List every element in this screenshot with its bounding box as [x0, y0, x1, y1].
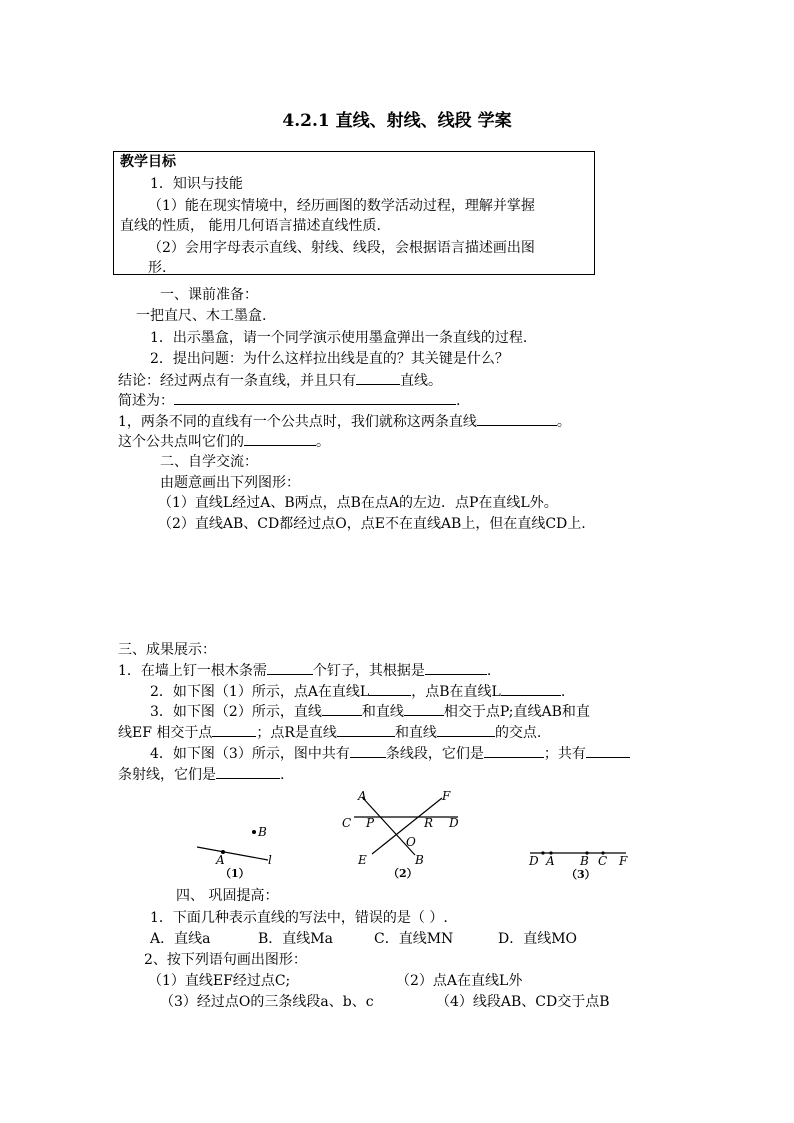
objectives-item: 1．知识与技能 — [150, 176, 243, 192]
answer-blank[interactable] — [425, 660, 487, 675]
answer-blank[interactable] — [501, 681, 561, 696]
answer-blank[interactable] — [369, 681, 411, 696]
text: 个钉子，其根据是 — [312, 663, 425, 679]
label-e: E — [358, 853, 367, 867]
text: 结论：经过两点有一条直线，并且只有 — [118, 373, 356, 389]
label-f: F — [442, 789, 451, 803]
prep-question — [118, 431, 330, 452]
answer-blank[interactable] — [337, 722, 395, 737]
answer-blank[interactable] — [244, 431, 316, 446]
draw-task: （1）直线EF经过点C; — [148, 973, 291, 989]
text: 1．在墙上钉一根木条需 — [118, 663, 267, 679]
text: . — [456, 393, 461, 409]
label-l: l — [268, 853, 272, 867]
self-study-problem: （1）直线L经过A、B两点，点B在点A的左边．点P在直线L外。 — [158, 495, 558, 511]
text: 2．如下图（1）所示，点A在直线L — [150, 684, 370, 700]
answer-blank[interactable] — [586, 743, 630, 758]
answer-blank[interactable] — [356, 370, 400, 385]
consolidate-question: 1．下面几种表示直线的写法中，错误的是（ ）. — [150, 910, 448, 926]
draw-task: （4）线段AB、CD交于点B — [436, 994, 610, 1010]
text: . — [280, 767, 285, 783]
prep-question: 1．出示墨盒，请一个同学演示使用墨盒弹出一条直线的过程. — [150, 330, 528, 346]
label-d: D — [529, 854, 539, 868]
text: 相交于点P;直线AB和直 — [443, 704, 590, 720]
results-question — [150, 681, 565, 702]
label-r: R — [424, 816, 434, 830]
label-b: B — [415, 853, 424, 867]
geometry-figures — [0, 780, 794, 900]
point-b — [252, 830, 256, 834]
label-a: A — [358, 789, 367, 803]
option-a[interactable]: A．直线a — [150, 931, 211, 947]
label-b: B — [258, 825, 267, 839]
text: 条线段，它们是 — [385, 746, 484, 762]
answer-blank[interactable] — [484, 743, 544, 758]
objectives-item: （2）会用字母表示直线、射线、线段，会根据语言描述画出图 — [148, 240, 535, 256]
text: 条射线，它们是 — [118, 767, 216, 783]
prep-question — [118, 411, 571, 432]
option-b[interactable]: B．直线Ma — [258, 931, 333, 947]
answer-blank[interactable] — [216, 764, 280, 779]
label-c: C — [342, 816, 352, 830]
option-c[interactable]: C．直线MN — [374, 931, 454, 947]
label-o: O — [406, 835, 416, 849]
label-f: F — [619, 854, 628, 868]
objectives-item: （1）能在现实情境中，经历画图的数学活动过程，理解并掌握 — [148, 198, 535, 214]
text: 。 — [316, 434, 330, 450]
section-heading-self-study: 二、自学交流： — [160, 454, 258, 470]
label-b: B — [580, 854, 589, 868]
prep-tools: 一把直尺、木工墨盒. — [136, 308, 267, 324]
answer-blank[interactable] — [477, 411, 557, 426]
text: 这个公共点叫它们的 — [118, 434, 244, 450]
answer-blank[interactable] — [174, 390, 456, 405]
draw-task: （2）点A在直线L外 — [396, 973, 523, 989]
figure-1 — [197, 825, 272, 880]
draw-task: （3）经过点O的三条线段a、b、c — [160, 994, 374, 1010]
prep-question: 2．提出问题：为什么这样拉出线是直的？其关键是什么？ — [150, 351, 509, 367]
text: ；共有 — [543, 746, 586, 762]
text: 。 — [556, 414, 571, 430]
results-question — [150, 701, 590, 722]
text: 简述为： — [118, 393, 174, 409]
point-d — [541, 851, 544, 854]
figure-caption: （3） — [566, 868, 596, 881]
section-heading-results: 三、成果展示： — [118, 642, 216, 658]
label-d: D — [449, 816, 459, 830]
label-c: C — [598, 854, 608, 868]
results-question — [150, 743, 630, 764]
figure-caption: （2） — [388, 867, 418, 880]
answer-blank[interactable] — [322, 701, 362, 716]
self-study-problem: （2）直线AB、CD都经过点O，点E不在直线AB上，但在直线CD上. — [158, 516, 586, 532]
text: 线EF 相交于点 — [118, 725, 213, 741]
option-d[interactable]: D．直线MO — [498, 931, 578, 947]
text: 4．如下图（3）所示，图中共有 — [150, 746, 350, 762]
answer-blank[interactable] — [350, 743, 386, 758]
answer-blank[interactable] — [212, 722, 256, 737]
text: 和直线 — [361, 704, 404, 720]
consolidate-question: 2、按下列语句画出图形： — [144, 952, 307, 968]
answer-blank[interactable] — [267, 660, 313, 675]
text: 的交点. — [494, 725, 542, 741]
text: ；点R是直线 — [256, 725, 337, 741]
answer-blank[interactable] — [437, 722, 495, 737]
objectives-item: 形. — [148, 260, 167, 276]
objectives-item: 直线的性质， 能用几何语言描述直线性质. — [120, 218, 381, 234]
objectives-heading: 教学目标 — [120, 154, 176, 170]
page-title: 4.2.1 直线、射线、线段 学案 — [282, 111, 512, 131]
figure-caption: （1） — [220, 867, 250, 880]
figure-3 — [528, 851, 628, 881]
line-l — [197, 847, 268, 860]
text: 1，两条不同的直线有一个公共点时，我们就称这两条直线 — [118, 414, 477, 430]
prep-brief — [118, 390, 460, 411]
figure-2 — [342, 789, 459, 880]
text: ，点B在直线L — [411, 684, 501, 700]
section-heading-prep: 一、课前准备： — [160, 287, 258, 303]
self-study-intro: 由题意画出下列图形： — [160, 475, 300, 491]
label-p: P — [366, 816, 375, 830]
text: 3．如下图（2）所示，直线 — [150, 704, 322, 720]
answer-blank[interactable] — [404, 701, 444, 716]
text: . — [486, 663, 492, 679]
label-a: A — [546, 854, 555, 868]
section-heading-consolidate: 四、 巩固提高： — [176, 888, 279, 904]
results-question — [118, 660, 491, 681]
text: 直线。 — [400, 373, 442, 389]
results-question — [118, 722, 541, 743]
label-a: A — [216, 853, 225, 867]
text: . — [560, 684, 566, 700]
prep-conclusion — [118, 370, 442, 391]
text: 和直线 — [394, 725, 437, 741]
